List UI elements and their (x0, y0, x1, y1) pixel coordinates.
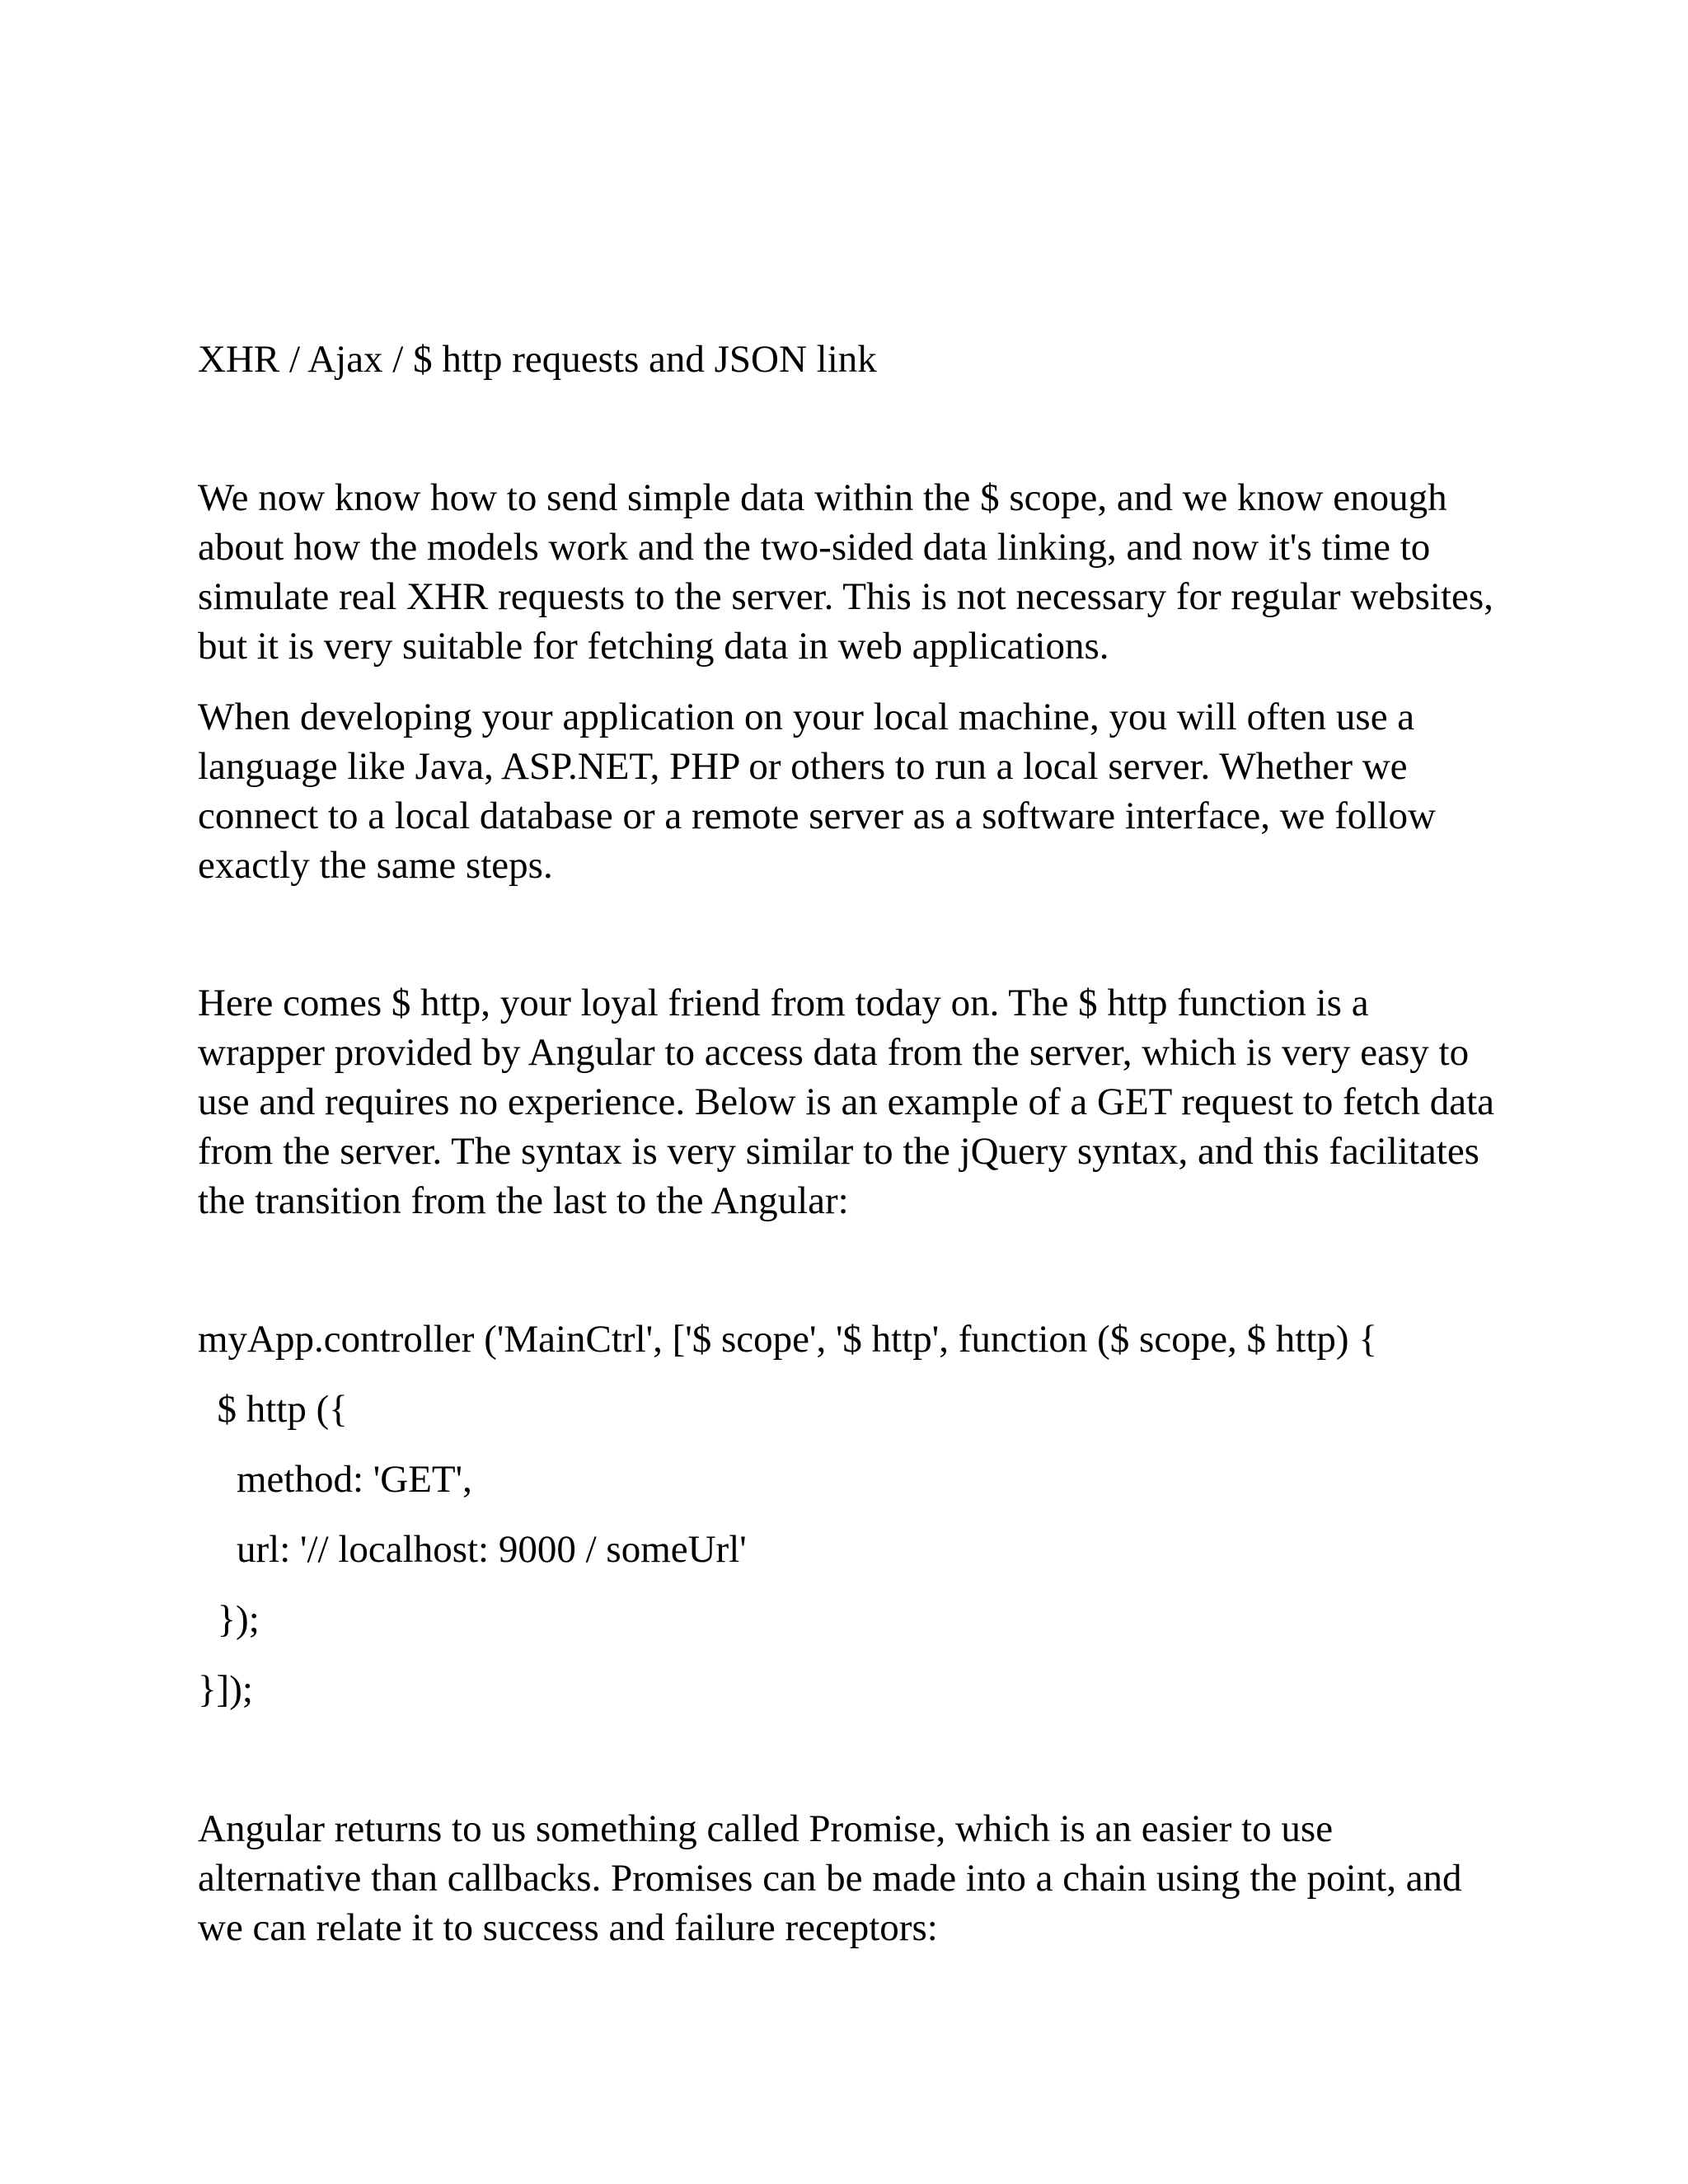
code-line: method: 'GET', (198, 1458, 472, 1501)
code-line: }); (198, 1598, 260, 1641)
code-line: url: '// localhost: 9000 / someUrl' (198, 1528, 747, 1571)
document-title: XHR / Ajax / $ http requests and JSON link (198, 338, 877, 381)
code-line: $ http ({ (198, 1388, 348, 1431)
code-example (198, 1315, 1517, 1735)
paragraph-http-intro: Here comes $ http, your loyal friend from today on. The $ http function is a wrapper provided by Angular to access data from the server, which is very easy to use and requires no experience. Below is an example of a GET request to fetch data from the server. The syntax is very similar to the jQuery syntax, and this facilitates the transition from the last to the Angular: (198, 982, 1495, 1222)
paragraph-promise: Angular returns to us something called Promise, which is an easier to use alternative than callbacks. Promises can be made into a chain using the point, and we can relate it to success and failure receptors: (198, 1807, 1462, 1949)
code-line: myApp.controller ('MainCtrl', ['$ scope', '$ http', function ($ scope, $ http) { (198, 1318, 1377, 1361)
code-line: }]); (198, 1668, 253, 1711)
paragraph-intro: We now know how to send simple data within the $ scope, and we know enough about how the models work and the two-sided data linking, and now it's time to simulate real XHR requests to the server. This is not necessary for regular websites, but it is very suitable for fetching data in web applications. (198, 476, 1493, 668)
paragraph-local-server: When developing your application on your local machine, you will often use a language like Java, ASP.NET, PHP or others to run a local server. Whether we connect to a local database or a remote server as a software interface, we follow exactly the same steps. (198, 696, 1436, 887)
